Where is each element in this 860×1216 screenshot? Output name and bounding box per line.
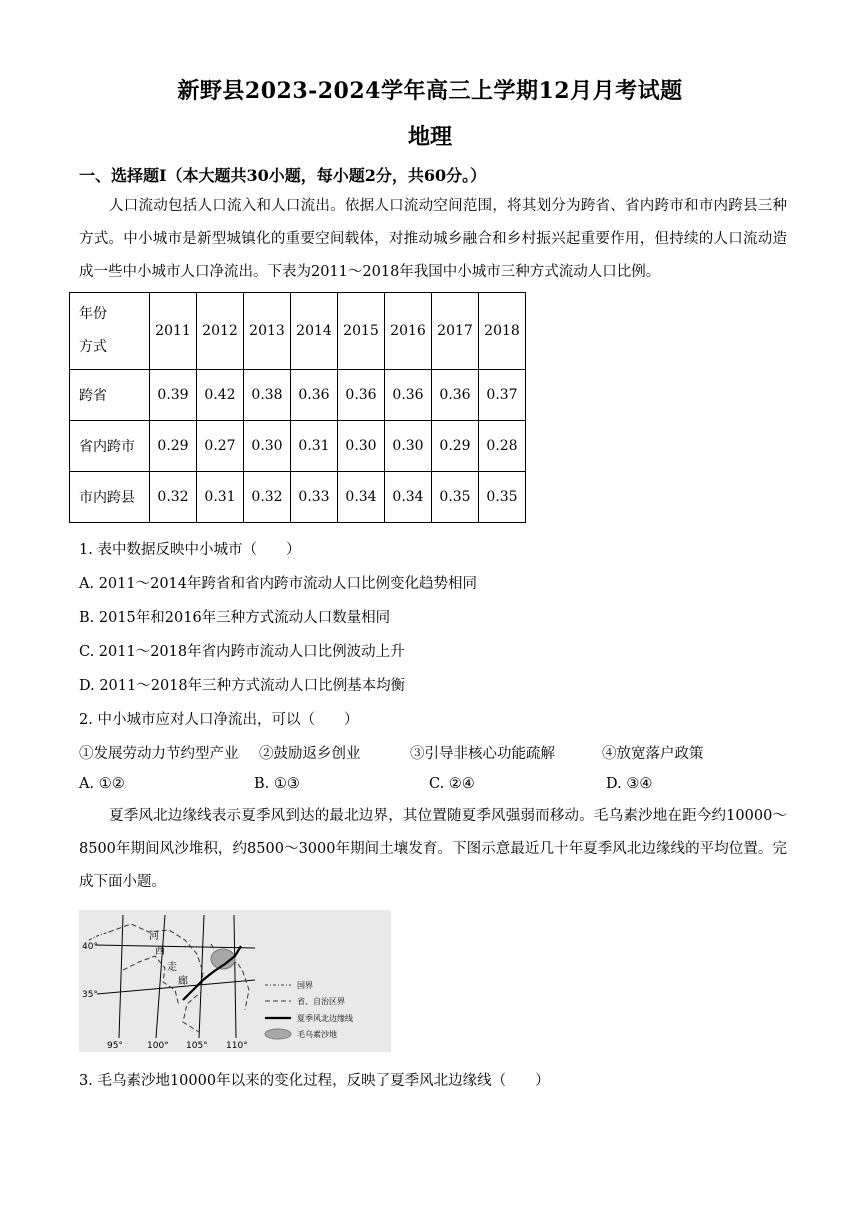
value-cell: 0.32 <box>150 472 197 523</box>
lon-label-100: 100° <box>147 1041 169 1051</box>
migration-table <box>69 292 526 523</box>
value-cell: 0.33 <box>291 472 338 523</box>
value-cell: 0.36 <box>432 370 479 421</box>
row-label: 市内跨县 <box>70 472 150 523</box>
lat-label-40: 40° <box>82 942 98 952</box>
lon-label-95: 95° <box>107 1041 123 1051</box>
year-cell: 2013 <box>244 293 291 370</box>
value-cell: 0.36 <box>338 370 385 421</box>
question-2-stem: 2. 中小城市应对人口净流出，可以（ ） <box>79 712 359 728</box>
q2-option-b[interactable]: B. ①③ <box>254 776 300 792</box>
q1-option-c[interactable]: C. 2011～2018年省内跨市流动人口比例波动上升 <box>79 644 405 660</box>
region-label-lang: 廊 <box>178 976 188 987</box>
q2-item-1: ①发展劳动力节约型产业 <box>79 746 239 762</box>
year-cell: 2015 <box>338 293 385 370</box>
map-figure <box>79 910 391 1052</box>
header-year: 年份 <box>79 306 107 322</box>
value-cell: 0.38 <box>244 370 291 421</box>
value-cell: 0.39 <box>150 370 197 421</box>
q2-item-3: ③引导非核心功能疏解 <box>410 746 555 762</box>
value-cell: 0.36 <box>291 370 338 421</box>
legend-monsoon-label: 夏季风北边缘线 <box>297 1014 353 1023</box>
question-1-stem: 1. 表中数据反映中小城市（ ） <box>79 542 301 558</box>
value-cell: 0.35 <box>432 472 479 523</box>
table-row <box>70 370 526 421</box>
year-cell: 2011 <box>150 293 197 370</box>
q2-option-a[interactable]: A. ①② <box>79 776 125 792</box>
exam-title: 新野县2023-2024学年高三上学期12月月考试题 <box>177 78 683 104</box>
q2-option-d[interactable]: D. ③④ <box>606 776 653 792</box>
monsoon-map <box>79 910 391 1052</box>
q2-item-4: ④放宽落户政策 <box>602 746 704 762</box>
lat-label-35: 35° <box>82 990 98 1000</box>
passage-population: 人口流动包括人口流入和人口流出。依据人口流动空间范围，将其划分为跨省、省内跨市和市内跨县三种方式。中小城市是新型城镇化的重要空间载体，对推动城乡融合和乡村振兴起重要作用，但持续的人口流动造成一些中小城市人口净流出。下表为2011～2018年我国中小城市三种方式流动人口比例。 <box>79 198 787 280</box>
region-label-he: 河 <box>149 931 159 942</box>
value-cell: 0.42 <box>197 370 244 421</box>
value-cell: 0.31 <box>197 472 244 523</box>
row-label: 跨省 <box>70 370 150 421</box>
value-cell: 0.34 <box>385 472 432 523</box>
lon-105-line <box>199 915 204 1038</box>
value-cell: 0.29 <box>432 421 479 472</box>
legend-national-label: 国界 <box>297 981 313 990</box>
value-cell: 0.31 <box>291 421 338 472</box>
legend-province-label: 省、自治区界 <box>297 997 345 1006</box>
q1-option-b[interactable]: B. 2015年和2016年三种方式流动人口数量相同 <box>79 610 391 626</box>
q1-option-a[interactable]: A. 2011～2014年跨省和省内跨市流动人口比例变化趋势相同 <box>79 576 477 592</box>
value-cell: 0.36 <box>385 370 432 421</box>
year-cell: 2014 <box>291 293 338 370</box>
lon-label-110: 110° <box>226 1041 248 1051</box>
table-corner-header <box>70 293 150 370</box>
value-cell: 0.27 <box>197 421 244 472</box>
year-cell: 2012 <box>197 293 244 370</box>
table-row <box>70 472 526 523</box>
section-heading: 一、选择题Ⅰ（本大题共30小题，每小题2分，共60分。） <box>79 166 487 185</box>
year-cell: 2016 <box>385 293 432 370</box>
value-cell: 0.34 <box>338 472 385 523</box>
legend-sandy-symbol <box>265 1029 291 1039</box>
value-cell: 0.30 <box>385 421 432 472</box>
header-mode: 方式 <box>79 339 107 355</box>
year-cell: 2017 <box>432 293 479 370</box>
lon-95-line <box>119 915 123 1038</box>
subject-title: 地理 <box>407 124 452 150</box>
q2-option-c[interactable]: C. ②④ <box>429 776 475 792</box>
lon-label-105: 105° <box>186 1041 208 1051</box>
value-cell: 0.29 <box>150 421 197 472</box>
legend-sandy-label: 毛乌素沙地 <box>297 1030 337 1039</box>
value-cell: 0.30 <box>244 421 291 472</box>
year-cell: 2018 <box>479 293 526 370</box>
q2-item-2: ②鼓励返乡创业 <box>259 746 361 762</box>
value-cell: 0.32 <box>244 472 291 523</box>
value-cell: 0.35 <box>479 472 526 523</box>
value-cell: 0.28 <box>479 421 526 472</box>
national-boundary <box>89 932 109 940</box>
table-row <box>70 421 526 472</box>
lon-110-line <box>234 915 236 1038</box>
question-3-stem: 3. 毛乌素沙地10000年以来的变化过程，反映了夏季风北边缘线（ ） <box>79 1073 550 1089</box>
row-label: 省内跨市 <box>70 421 150 472</box>
q1-option-d[interactable]: D. 2011～2018年三种方式流动人口比例基本均衡 <box>79 678 406 694</box>
value-cell: 0.37 <box>479 370 526 421</box>
value-cell: 0.30 <box>338 421 385 472</box>
region-label-zou: 走 <box>167 962 177 973</box>
passage-monsoon: 夏季风北边缘线表示夏季风到达的最北边界，其位置随夏季风强弱而移动。毛乌素沙地在距今约10000～8500年期间风沙堆积，约8500～3000年期间土壤发育。下图示意最近几十年夏季风北边缘线的平均位置。完成下面小题。 <box>79 808 787 890</box>
lat-40-line <box>95 945 255 948</box>
region-label-xi: 西 <box>155 946 165 957</box>
